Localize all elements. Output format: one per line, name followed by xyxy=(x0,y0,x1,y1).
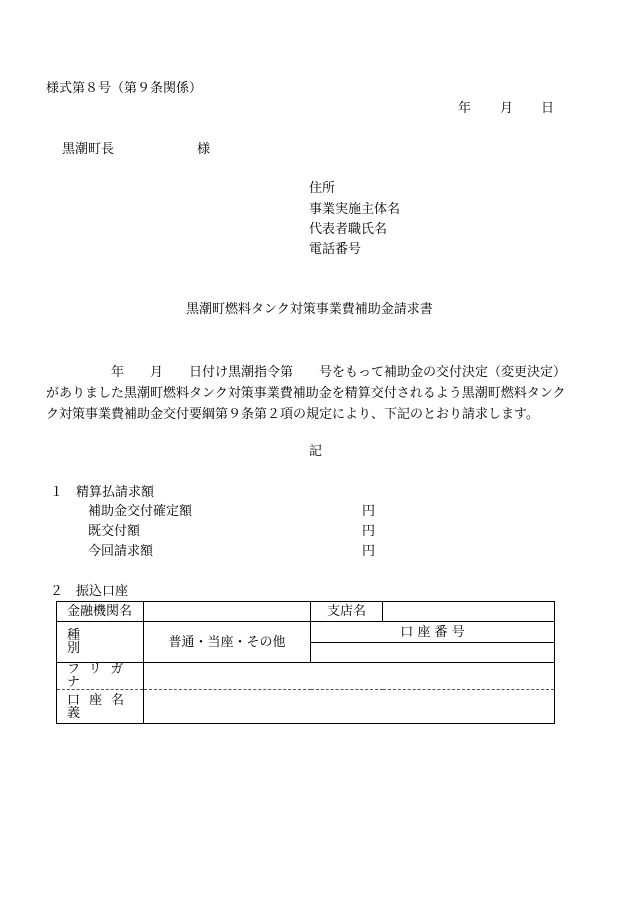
section2-heading: ２ 振込口座 xyxy=(50,584,129,599)
applicant-representative-label: 代表者職氏名 xyxy=(309,222,388,237)
body-line: がありました黒潮町燃料タンク対策事業費補助金を精算交付されるよう黒潮町燃料タンク xyxy=(46,386,566,401)
date-day: 日 xyxy=(541,101,555,116)
request-body xyxy=(46,362,586,425)
furigana-value[interactable] xyxy=(144,663,555,690)
item-paid-amount-label: 既交付額 xyxy=(88,524,141,539)
applicant-phone-label: 電話番号 xyxy=(309,242,362,257)
account-type-label: 種 別 xyxy=(57,622,144,663)
bank-account-table xyxy=(56,601,555,724)
account-type-options[interactable]: 普通・当座・その他 xyxy=(144,622,311,663)
applicant-address-label: 住所 xyxy=(309,181,336,196)
account-holder-label: 口座名義 xyxy=(57,690,144,724)
account-number-label: 口 座 番 号 xyxy=(311,622,555,643)
body-line: ク対策事業費補助金交付要綱第９条第２項の規定により、下記のとおり請求します。 xyxy=(46,407,539,422)
document-title: 黒潮町燃料タンク対策事業費補助金請求書 xyxy=(186,302,433,317)
branch-value[interactable] xyxy=(383,602,555,622)
item-current-request-label: 今回請求額 xyxy=(88,544,154,559)
body-line: 年 月 日付け黒潮指令第 号をもって補助金の交付決定（変更決定） xyxy=(46,365,567,380)
furigana-label: フリガナ xyxy=(57,663,144,690)
section1-heading: １ 精算払請求額 xyxy=(50,485,155,500)
form-number: 様式第８号（第９条関係） xyxy=(46,81,203,96)
ki-marker: 記 xyxy=(309,444,323,459)
account-holder-value[interactable] xyxy=(144,690,555,724)
bank-name-value[interactable] xyxy=(144,602,311,622)
item-paid-amount-unit: 円 xyxy=(362,524,376,539)
addressee-honorific: 様 xyxy=(197,142,211,157)
account-number-value[interactable] xyxy=(311,643,555,663)
applicant-entity-label: 事業実施主体名 xyxy=(309,202,401,217)
date-year: 年 xyxy=(458,101,472,116)
addressee-name: 黒潮町長 xyxy=(62,142,115,157)
item-current-request-unit: 円 xyxy=(362,544,376,559)
date-month: 月 xyxy=(500,101,514,116)
branch-label: 支店名 xyxy=(311,602,383,622)
item-confirmed-amount-label: 補助金交付確定額 xyxy=(88,504,193,519)
item-confirmed-amount-unit: 円 xyxy=(362,504,376,519)
bank-name-label: 金融機関名 xyxy=(57,602,144,622)
